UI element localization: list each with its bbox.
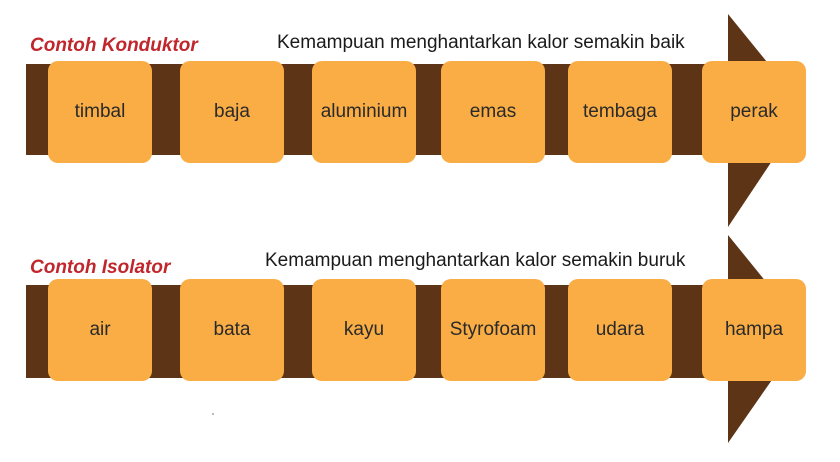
stray-dot bbox=[212, 413, 214, 415]
conductor-item: baja bbox=[180, 61, 284, 163]
insulator-caption: Kemampuan menghantarkan kalor semakin buruk bbox=[265, 250, 686, 271]
insulator-row bbox=[0, 231, 840, 462]
conductor-item: aluminium bbox=[312, 61, 416, 163]
insulator-item: udara bbox=[568, 279, 672, 381]
conductor-item: perak bbox=[702, 61, 806, 163]
insulator-item: hampa bbox=[702, 279, 806, 381]
conductor-item: tembaga bbox=[568, 61, 672, 163]
conductor-item: emas bbox=[441, 61, 545, 163]
insulator-item: bata bbox=[180, 279, 284, 381]
insulator-item: Styrofoam bbox=[441, 279, 545, 381]
insulator-item: kayu bbox=[312, 279, 416, 381]
insulator-item: air bbox=[48, 279, 152, 381]
conductor-caption: Kemampuan menghantarkan kalor semakin baik bbox=[277, 32, 685, 53]
insulator-title: Contoh Isolator bbox=[30, 257, 171, 278]
conductor-item: timbal bbox=[48, 61, 152, 163]
conductor-title: Contoh Konduktor bbox=[30, 35, 198, 56]
